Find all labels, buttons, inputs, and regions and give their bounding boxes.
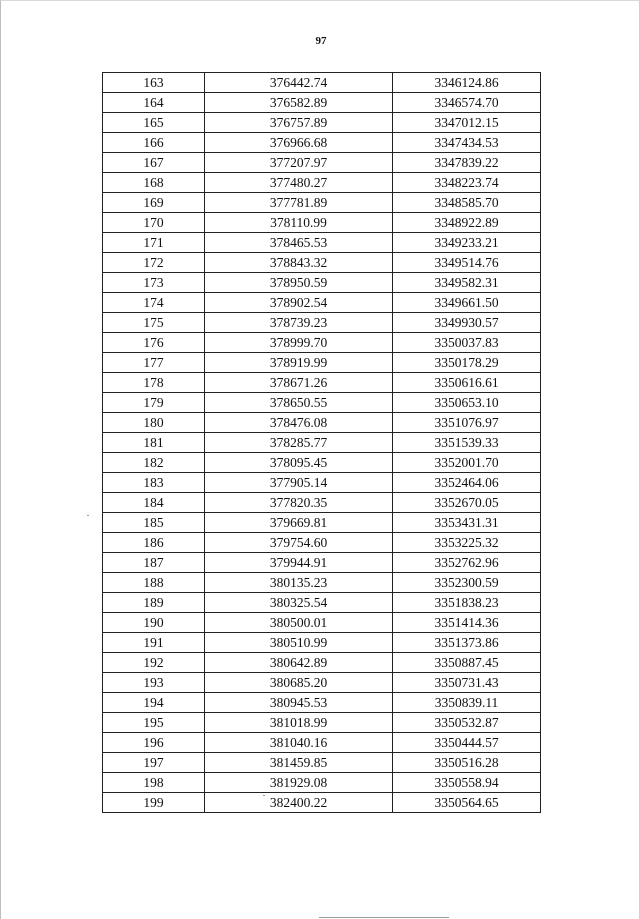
coordinate-table bbox=[102, 72, 541, 813]
table-row bbox=[103, 273, 541, 293]
y-coordinate-cell: 3349930.57 bbox=[393, 313, 541, 333]
point-number-cell: 193 bbox=[103, 673, 205, 693]
y-coordinate-cell: 3352464.06 bbox=[393, 473, 541, 493]
table-row bbox=[103, 193, 541, 213]
y-coordinate-cell: 3350178.29 bbox=[393, 353, 541, 373]
y-coordinate-cell: 3350887.45 bbox=[393, 653, 541, 673]
point-number-cell: 181 bbox=[103, 433, 205, 453]
x-coordinate-cell: 376582.89 bbox=[205, 93, 393, 113]
table-row bbox=[103, 713, 541, 733]
point-number-cell: 177 bbox=[103, 353, 205, 373]
table-row bbox=[103, 553, 541, 573]
x-coordinate-cell: 376757.89 bbox=[205, 113, 393, 133]
y-coordinate-cell: 3350564.65 bbox=[393, 793, 541, 813]
x-coordinate-cell: 380325.54 bbox=[205, 593, 393, 613]
y-coordinate-cell: 3353225.32 bbox=[393, 533, 541, 553]
y-coordinate-cell: 3351838.23 bbox=[393, 593, 541, 613]
table-row bbox=[103, 293, 541, 313]
point-number-cell: 173 bbox=[103, 273, 205, 293]
point-number-cell: 163 bbox=[103, 73, 205, 93]
table-row bbox=[103, 333, 541, 353]
table-row bbox=[103, 453, 541, 473]
y-coordinate-cell: 3351076.97 bbox=[393, 413, 541, 433]
x-coordinate-cell: 377905.14 bbox=[205, 473, 393, 493]
point-number-cell: 180 bbox=[103, 413, 205, 433]
x-coordinate-cell: 380135.23 bbox=[205, 573, 393, 593]
table-row bbox=[103, 313, 541, 333]
y-coordinate-cell: 3351373.86 bbox=[393, 633, 541, 653]
point-number-cell: 188 bbox=[103, 573, 205, 593]
table-row bbox=[103, 633, 541, 653]
table-row bbox=[103, 173, 541, 193]
x-coordinate-cell: 378285.77 bbox=[205, 433, 393, 453]
table-row bbox=[103, 153, 541, 173]
point-number-cell: 166 bbox=[103, 133, 205, 153]
point-number-cell: 182 bbox=[103, 453, 205, 473]
x-coordinate-cell: 378671.26 bbox=[205, 373, 393, 393]
table-row bbox=[103, 593, 541, 613]
x-coordinate-cell: 378095.45 bbox=[205, 453, 393, 473]
y-coordinate-cell: 3352300.59 bbox=[393, 573, 541, 593]
point-number-cell: 196 bbox=[103, 733, 205, 753]
y-coordinate-cell: 3349661.50 bbox=[393, 293, 541, 313]
y-coordinate-cell: 3350616.61 bbox=[393, 373, 541, 393]
x-coordinate-cell: 376442.74 bbox=[205, 73, 393, 93]
point-number-cell: 187 bbox=[103, 553, 205, 573]
point-number-cell: 174 bbox=[103, 293, 205, 313]
point-number-cell: 176 bbox=[103, 333, 205, 353]
x-coordinate-cell: 378650.55 bbox=[205, 393, 393, 413]
x-coordinate-cell: 378110.99 bbox=[205, 213, 393, 233]
scan-speck bbox=[87, 515, 89, 516]
y-coordinate-cell: 3347434.53 bbox=[393, 133, 541, 153]
y-coordinate-cell: 3349233.21 bbox=[393, 233, 541, 253]
coordinate-table-body bbox=[103, 73, 541, 813]
x-coordinate-cell: 378999.70 bbox=[205, 333, 393, 353]
y-coordinate-cell: 3350558.94 bbox=[393, 773, 541, 793]
y-coordinate-cell: 3350653.10 bbox=[393, 393, 541, 413]
table-row bbox=[103, 93, 541, 113]
table-row bbox=[103, 773, 541, 793]
x-coordinate-cell: 380642.89 bbox=[205, 653, 393, 673]
point-number-cell: 183 bbox=[103, 473, 205, 493]
point-number-cell: 179 bbox=[103, 393, 205, 413]
y-coordinate-cell: 3353431.31 bbox=[393, 513, 541, 533]
point-number-cell: 175 bbox=[103, 313, 205, 333]
y-coordinate-cell: 3346574.70 bbox=[393, 93, 541, 113]
point-number-cell: 168 bbox=[103, 173, 205, 193]
y-coordinate-cell: 3351539.33 bbox=[393, 433, 541, 453]
x-coordinate-cell: 381929.08 bbox=[205, 773, 393, 793]
x-coordinate-cell: 379669.81 bbox=[205, 513, 393, 533]
table-row bbox=[103, 413, 541, 433]
table-row bbox=[103, 233, 541, 253]
y-coordinate-cell: 3350037.83 bbox=[393, 333, 541, 353]
y-coordinate-cell: 3347012.15 bbox=[393, 113, 541, 133]
x-coordinate-cell: 378902.54 bbox=[205, 293, 393, 313]
point-number-cell: 169 bbox=[103, 193, 205, 213]
point-number-cell: 199 bbox=[103, 793, 205, 813]
x-coordinate-cell: 377820.35 bbox=[205, 493, 393, 513]
x-coordinate-cell: 380510.99 bbox=[205, 633, 393, 653]
x-coordinate-cell: 377781.89 bbox=[205, 193, 393, 213]
y-coordinate-cell: 3351414.36 bbox=[393, 613, 541, 633]
x-coordinate-cell: 381040.16 bbox=[205, 733, 393, 753]
table-row bbox=[103, 373, 541, 393]
y-coordinate-cell: 3348585.70 bbox=[393, 193, 541, 213]
table-row bbox=[103, 73, 541, 93]
y-coordinate-cell: 3348223.74 bbox=[393, 173, 541, 193]
point-number-cell: 185 bbox=[103, 513, 205, 533]
x-coordinate-cell: 382400.22 bbox=[205, 793, 393, 813]
point-number-cell: 178 bbox=[103, 373, 205, 393]
point-number-cell: 190 bbox=[103, 613, 205, 633]
x-coordinate-cell: 378465.53 bbox=[205, 233, 393, 253]
page-number: 97 bbox=[315, 35, 327, 47]
table-row bbox=[103, 393, 541, 413]
table-row bbox=[103, 253, 541, 273]
x-coordinate-cell: 381459.85 bbox=[205, 753, 393, 773]
point-number-cell: 171 bbox=[103, 233, 205, 253]
y-coordinate-cell: 3348922.89 bbox=[393, 213, 541, 233]
table-row bbox=[103, 613, 541, 633]
point-number-cell: 170 bbox=[103, 213, 205, 233]
y-coordinate-cell: 3349582.31 bbox=[393, 273, 541, 293]
point-number-cell: 186 bbox=[103, 533, 205, 553]
table-row bbox=[103, 673, 541, 693]
x-coordinate-cell: 379754.60 bbox=[205, 533, 393, 553]
table-row bbox=[103, 573, 541, 593]
x-coordinate-cell: 380685.20 bbox=[205, 673, 393, 693]
y-coordinate-cell: 3346124.86 bbox=[393, 73, 541, 93]
x-coordinate-cell: 380500.01 bbox=[205, 613, 393, 633]
x-coordinate-cell: 381018.99 bbox=[205, 713, 393, 733]
point-number-cell: 189 bbox=[103, 593, 205, 613]
x-coordinate-cell: 378739.23 bbox=[205, 313, 393, 333]
point-number-cell: 164 bbox=[103, 93, 205, 113]
scan-speck bbox=[263, 795, 265, 796]
table-row bbox=[103, 473, 541, 493]
table-row bbox=[103, 513, 541, 533]
point-number-cell: 198 bbox=[103, 773, 205, 793]
point-number-cell: 167 bbox=[103, 153, 205, 173]
point-number-cell: 165 bbox=[103, 113, 205, 133]
y-coordinate-cell: 3350839.11 bbox=[393, 693, 541, 713]
table-row bbox=[103, 353, 541, 373]
y-coordinate-cell: 3352670.05 bbox=[393, 493, 541, 513]
x-coordinate-cell: 378476.08 bbox=[205, 413, 393, 433]
point-number-cell: 197 bbox=[103, 753, 205, 773]
x-coordinate-cell: 377480.27 bbox=[205, 173, 393, 193]
table-row bbox=[103, 113, 541, 133]
table-row bbox=[103, 733, 541, 753]
x-coordinate-cell: 378843.32 bbox=[205, 253, 393, 273]
table-row bbox=[103, 133, 541, 153]
table-row bbox=[103, 533, 541, 553]
point-number-cell: 194 bbox=[103, 693, 205, 713]
table-row bbox=[103, 693, 541, 713]
table-row bbox=[103, 753, 541, 773]
x-coordinate-cell: 377207.97 bbox=[205, 153, 393, 173]
point-number-cell: 184 bbox=[103, 493, 205, 513]
point-number-cell: 172 bbox=[103, 253, 205, 273]
y-coordinate-cell: 3347839.22 bbox=[393, 153, 541, 173]
y-coordinate-cell: 3350731.43 bbox=[393, 673, 541, 693]
table-row bbox=[103, 793, 541, 813]
y-coordinate-cell: 3350444.57 bbox=[393, 733, 541, 753]
scan-edge-line bbox=[319, 917, 449, 918]
x-coordinate-cell: 380945.53 bbox=[205, 693, 393, 713]
x-coordinate-cell: 376966.68 bbox=[205, 133, 393, 153]
x-coordinate-cell: 378919.99 bbox=[205, 353, 393, 373]
point-number-cell: 191 bbox=[103, 633, 205, 653]
x-coordinate-cell: 379944.91 bbox=[205, 553, 393, 573]
y-coordinate-cell: 3350516.28 bbox=[393, 753, 541, 773]
y-coordinate-cell: 3352001.70 bbox=[393, 453, 541, 473]
point-number-cell: 192 bbox=[103, 653, 205, 673]
table-row bbox=[103, 653, 541, 673]
y-coordinate-cell: 3352762.96 bbox=[393, 553, 541, 573]
x-coordinate-cell: 378950.59 bbox=[205, 273, 393, 293]
y-coordinate-cell: 3349514.76 bbox=[393, 253, 541, 273]
point-number-cell: 195 bbox=[103, 713, 205, 733]
table-row bbox=[103, 213, 541, 233]
y-coordinate-cell: 3350532.87 bbox=[393, 713, 541, 733]
table-row bbox=[103, 433, 541, 453]
table-row bbox=[103, 493, 541, 513]
